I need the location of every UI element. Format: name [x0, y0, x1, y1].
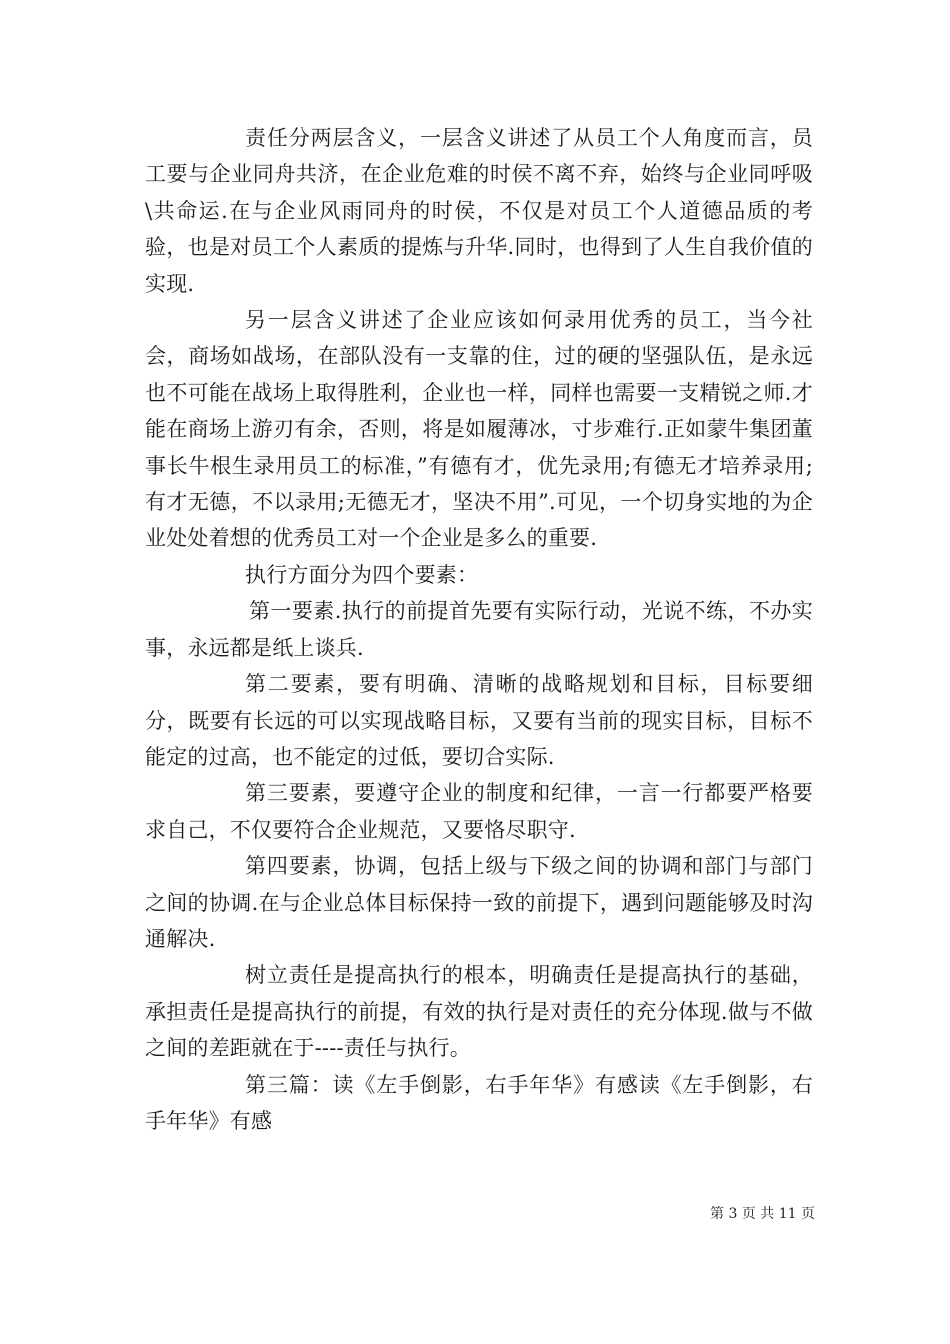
paragraph-responsibility-meaning-one: 责任分两层含义，一层含义讲述了从员工个人角度而言，员工要与企业同舟共济，在企业危难的时侯不离不弃，始终与企业同呼吸\共命运.在与企业风雨同舟的时侯，不仅是对员工个人道德品质的考验，也是对员工个人素质的提炼与升华.同时，也得到了人生自我价值的实现.: [145, 126, 813, 296]
paragraph-execution-intro: 执行方面分为四个要素：: [245, 562, 479, 587]
paragraph-element-three: 第三要素，要遵守企业的制度和纪律，一言一行都要严格要求自己，不仅要符合企业规范，又要恪尽职守.: [145, 781, 813, 842]
paragraph-next-article-heading: 第三篇：读《左手倒影，右手年华》有感读《左手倒影，右手年华》有感: [145, 1072, 813, 1133]
paragraph-element-four: 第四要素，协调，包括上级与下级之间的协调和部门与部门之间的协调.在与企业总体目标保持一致的前提下，遇到问题能够及时沟通解决.: [145, 854, 813, 951]
document-body: [145, 120, 813, 1139]
paragraph-responsibility-meaning-two: 另一层含义讲述了企业应该如何录用优秀的员工，当今社会，商场如战场，在部队没有一支靠的住，过的硬的坚强队伍，是永远也不可能在战场上取得胜利，企业也一样，同样也需要一支精锐之师.才能在商场上游刃有余，否则，将是如履薄冰，寸步难行.正如蒙牛集团董事长牛根生录用员工的标准，”有德有才，优先录用;有德无才培养录用;有才无德，不以录用;无德无才，坚决不用”.可见，一个切身实地的为企业处处着想的优秀员工对一个企业是多么的重要.: [145, 308, 813, 551]
paragraph-element-two: 第二要素，要有明确、清晰的战略规划和目标，目标要细分，既要有长远的可以实现战略目标，又要有当前的现实目标，目标不能定的过高，也不能定的过低，要切合实际.: [145, 672, 813, 769]
paragraph-conclusion: 树立责任是提高执行的根本，明确责任是提高执行的基础，承担责任是提高执行的前提，有效的执行是对责任的充分体现.做与不做之间的差距就在于----责任与执行。: [145, 963, 813, 1061]
page-number-footer: 第 3 页 共 11 页: [710, 1206, 815, 1222]
paragraph-element-one: 第一要素.执行的前提首先要有实际行动，光说不练，不办实事，永远都是纸上谈兵.: [145, 599, 813, 660]
